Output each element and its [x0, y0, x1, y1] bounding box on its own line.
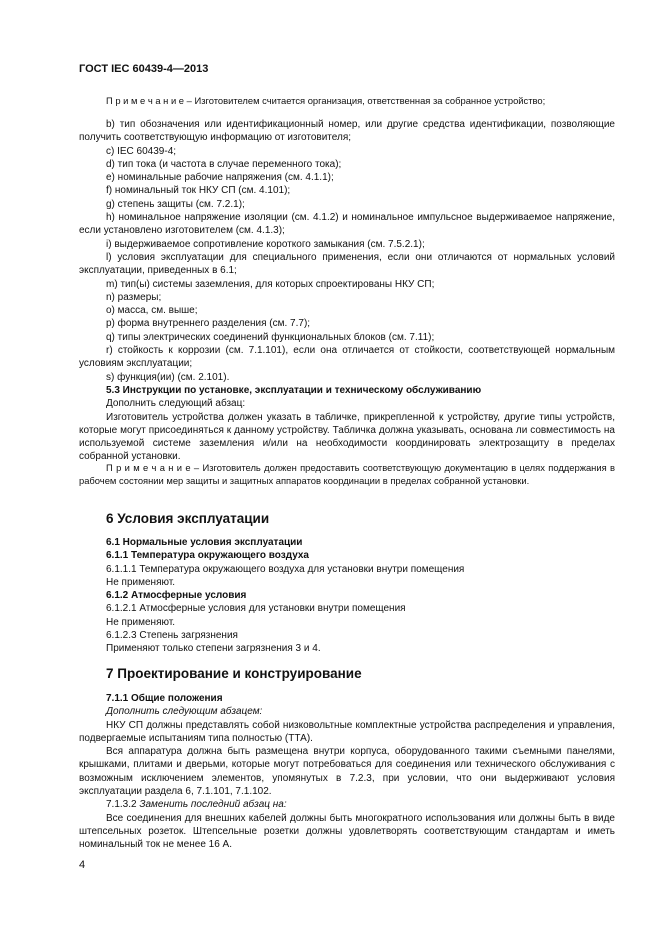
- section-7-1-1-title: 7.1.1 Общие положения: [106, 693, 223, 704]
- note-1-text: – Изготовителем считается организация, ответственная за собранное устройство;: [184, 95, 546, 106]
- marking-list: [79, 118, 615, 464]
- list-item-p: p) форма внутреннего разделения (см. 7.7);: [106, 318, 311, 330]
- list-item-i: i) выдерживаемое сопротивление короткого замыкания (см. 7.5.2.1);: [106, 238, 425, 250]
- list-item-n: n) размеры;: [106, 291, 162, 303]
- section-5-3-add: Дополнить следующий абзац:: [106, 398, 246, 410]
- section-6-1-2-1: 6.1.2.1 Атмосферные условия для установки внутри помещения: [106, 603, 406, 615]
- list-item-c: c) IEC 60439-4;: [106, 145, 177, 157]
- not-applied-1: Не применяют.: [106, 576, 176, 588]
- list-item-o: o) масса, см. выше;: [106, 305, 198, 317]
- section-7-para-2: Вся аппаратура должна быть размещена внутри корпуса, оборудованного такими съемными панелями, крышками, плитами и дверьми, которые могут потребоваться для соединения или технического обслуживания с возможным исключением элементов, упомянутых в 7.2.3, при условии, что они выдерживают условия эксплуатации раздела 6, 7.1.101, 7.1.102.: [79, 746, 615, 798]
- list-item-s: s) функция(ии) (см. 2.101).: [106, 371, 230, 383]
- section-6-1-1-1: 6.1.1.1 Температура окружающего воздуха для установки внутри помещения: [106, 563, 465, 575]
- list-item-q: q) типы электрических соединений функциональных блоков (см. 7.11);: [106, 331, 435, 343]
- list-item-m: m) тип(ы) системы заземления, для которых спроектированы НКУ СП;: [106, 278, 435, 290]
- section-6-1-2-3: 6.1.2.3 Степень загрязнения: [106, 630, 238, 642]
- list-item-l: l) условия эксплуатации для специального применения, если они отличаются от нормальных условий эксплуатации, приведенных в 6.1;: [79, 251, 615, 277]
- note-1-label: П р и м е ч а н и е: [106, 95, 185, 106]
- document-header: ГОСТ IEC 60439-4—2013: [79, 63, 209, 75]
- section-7-1-3-2-number: 7.1.3.2: [106, 799, 140, 811]
- section-6-1-title: 6.1 Нормальные условия эксплуатации: [106, 537, 303, 548]
- note-2-text: – Изготовитель должен предоставить соответствующую документацию в целях поддержания в рабочем состоянии мер защиты и защитных аппаратов координации в пределах собранной установки.: [79, 462, 615, 486]
- list-item-h: h) номинальное напряжение изоляции (см. 4.1.2) и номинальное импульсное выдерживаемое напряжение, если установлено изготовителем (см. 4.1.3);: [79, 212, 615, 237]
- list-item-e: e) номинальные рабочие напряжения (см. 4.1.1);: [106, 172, 334, 184]
- section-6-1-1-title: 6.1.1 Температура окружающего воздуха: [106, 550, 309, 562]
- section-7-1-1-add: Дополнить следующим абзацем:: [106, 706, 263, 718]
- list-item-g: g) степень защиты (см. 7.2.1);: [106, 198, 245, 210]
- note-1: [79, 95, 615, 108]
- list-item-f: f) номинальный ток НКУ СП (см. 4.101);: [106, 185, 291, 197]
- list-item-d: d) тип тока (и частота в случае переменного тока);: [106, 158, 342, 170]
- section-6-1-2-title: 6.1.2 Атмосферные условия: [106, 590, 247, 602]
- pollution-degree-text: Применяют только степени загрязнения 3 и 4.: [106, 643, 321, 655]
- section-6-body: [79, 536, 615, 656]
- section-7-para-1: НКУ СП должны представлять собой низковольтные комплектные устройства распределения и управления, подвергаемые испытаниям типа полностью (ТТА).: [79, 719, 615, 744]
- list-item-r: r) стойкость к коррозии (см. 7.1.101), если она отличается от стойкости, соответствующей нормальным условиям эксплуатации;: [79, 345, 615, 370]
- not-applied-2: Не применяют.: [106, 616, 176, 628]
- section-5-3-title: 5.3 Инструкции по установке, эксплуатации и техническому обслуживанию: [106, 384, 482, 396]
- section-7-heading: 7 Проектирование и конструирование: [106, 666, 362, 681]
- note-2: [79, 462, 615, 487]
- section-6-heading: 6 Условия эксплуатации: [106, 511, 270, 526]
- section-7-1-3-2-instruction: Заменить последний абзац на:: [139, 799, 287, 811]
- section-5-3-text: Изготовитель устройства должен указать в табличке, прикрепленной к устройству, другие типы устройств, которые могут присоединяться к данному устройству. Табличка должна указывать, основана ли совместимость на используемой системе заземления и/или на необходимости координировать электрозащиту в пределах собранной установки.: [79, 411, 615, 463]
- section-7-para-3: Все соединения для внешних кабелей должны быть многократного использования или должны быть в виде штепсельных розеток. Штепсельные розетки должны удовлетворять соответствующим стандартам и иметь номинальный ток не менее 16 А.: [79, 812, 615, 851]
- list-item-b: b) тип обозначения или идентификационный номер, или другие средства идентификации, позволяющие получить соответствующую информацию от изготовителя;: [79, 119, 615, 144]
- page-number: 4: [79, 859, 86, 871]
- section-7-body: [79, 692, 615, 852]
- note-2-label: П р и м е ч а н и е: [106, 462, 191, 473]
